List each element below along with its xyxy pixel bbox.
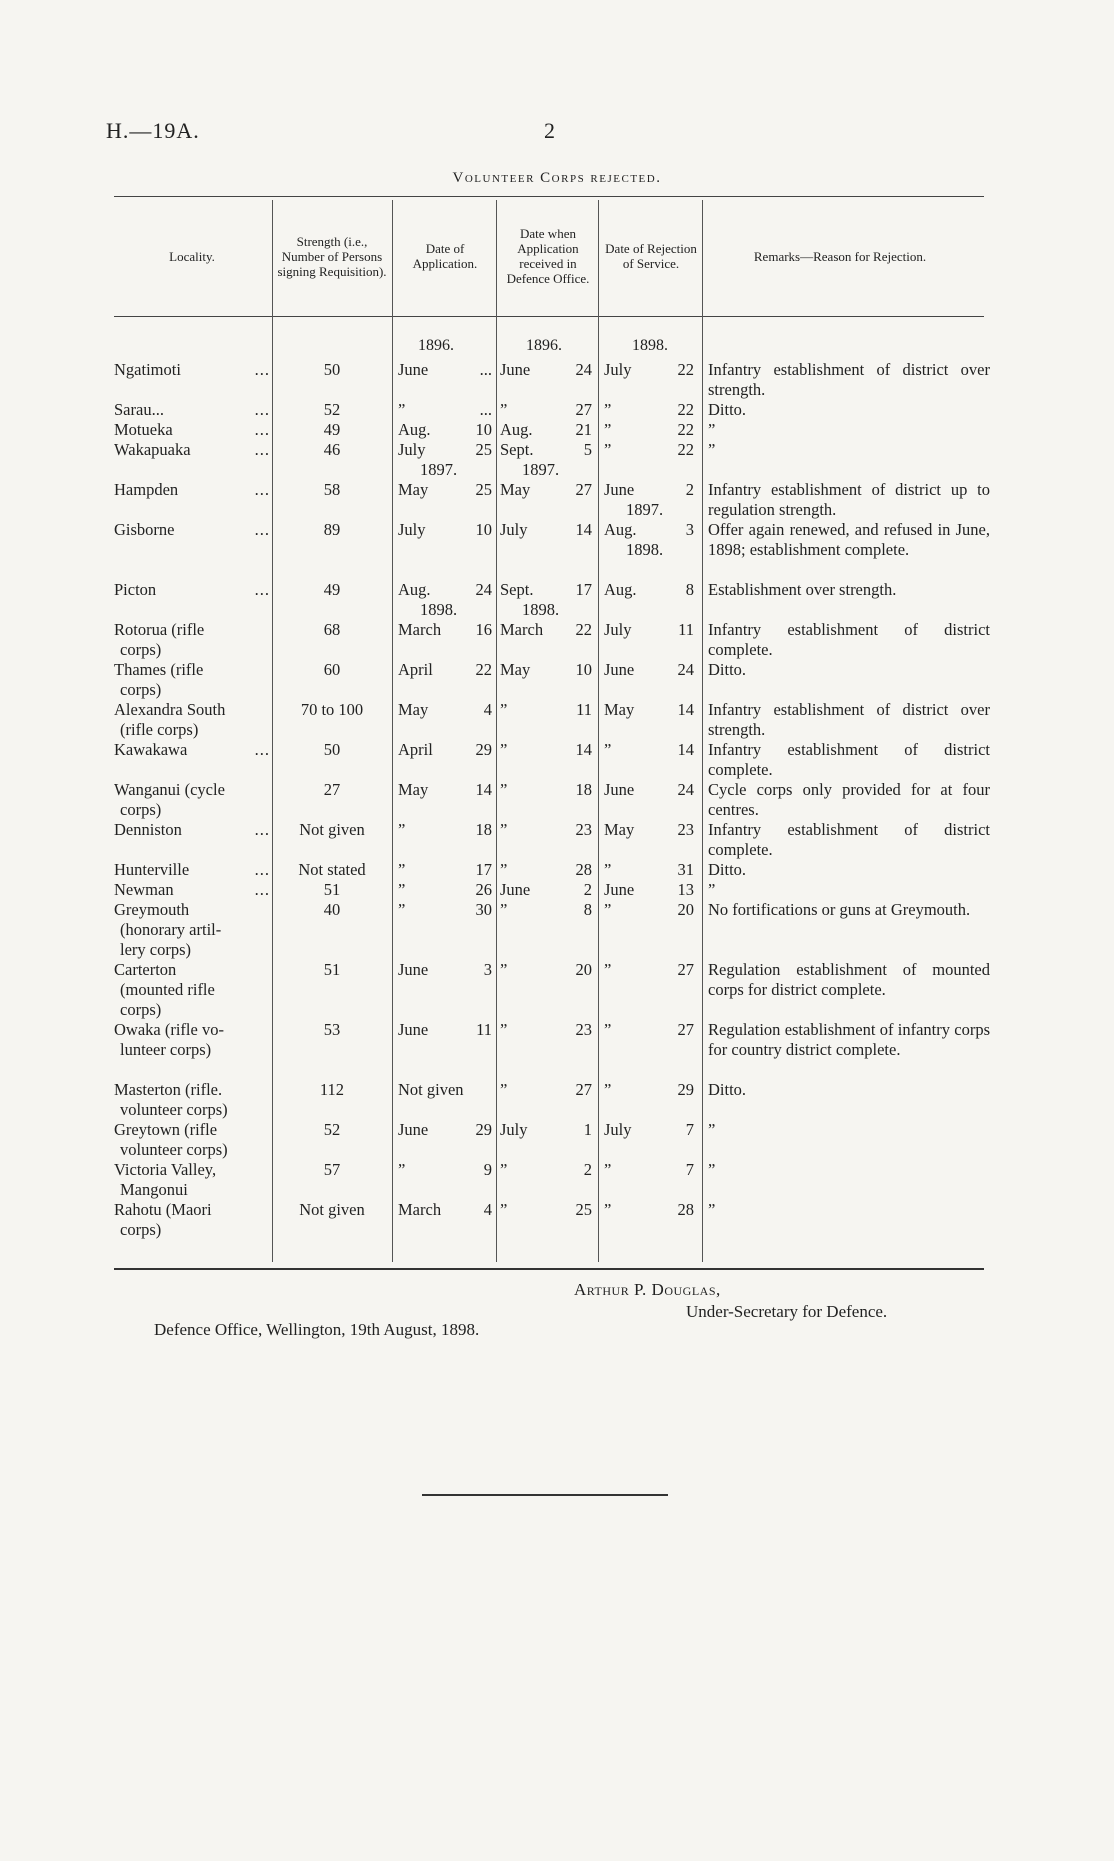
application-month: ”: [398, 880, 406, 899]
remarks-cell: Establishment over strength.: [708, 580, 897, 599]
column-divider: [702, 200, 703, 1262]
locality-line: volunteer corps): [120, 1140, 228, 1159]
remarks-cell: Cycle corps only provided for at four centres.: [708, 780, 990, 819]
strength-cell: 60: [323, 660, 341, 679]
leader-dots: ...: [254, 880, 270, 899]
locality-line: lunteer corps): [120, 1040, 212, 1059]
received-day: 11: [576, 700, 592, 719]
locality-line: Picton: [114, 580, 157, 599]
received-month: Sept.: [500, 440, 534, 459]
locality-line: corps): [120, 800, 162, 819]
locality-line: volunteer corps): [120, 1100, 228, 1119]
received-day: 5: [583, 440, 592, 459]
locality-cell: [114, 1160, 270, 1200]
column-divider: [392, 200, 393, 1262]
received-month: ”: [500, 700, 508, 719]
locality-cell: [114, 880, 270, 900]
rejection-day: 7: [685, 1120, 694, 1139]
strength-cell: Not stated: [298, 860, 366, 879]
application-month: April: [398, 660, 433, 679]
locality-cell: [114, 660, 270, 700]
strength-cell: 51: [323, 880, 341, 899]
remarks-cell: ”: [708, 1160, 716, 1179]
remarks-cell: ”: [708, 880, 716, 899]
year-label: 1896.: [526, 337, 562, 354]
received-month: Aug.: [500, 420, 533, 439]
application-day: 3: [483, 960, 492, 979]
application-day: 29: [475, 740, 492, 759]
remarks-cell: Infantry establishment of district complete.: [708, 620, 990, 659]
received-month: May: [500, 660, 531, 679]
year-label: 1897.: [522, 460, 560, 479]
application-month: July: [398, 520, 426, 539]
application-month: June: [398, 960, 429, 979]
locality-line: corps): [120, 1220, 162, 1239]
leader-dots: ...: [254, 360, 270, 379]
application-month: ”: [398, 900, 406, 919]
application-day: 9: [483, 1160, 492, 1179]
column-header-locality: Locality.: [169, 248, 215, 264]
received-day: 27: [575, 1080, 592, 1099]
rejection-day: 22: [677, 400, 694, 419]
signatory-name: Arthur P. Douglas,: [574, 1280, 721, 1299]
strength-cell: Not given: [299, 1200, 365, 1219]
rejection-day: 22: [677, 440, 694, 459]
column-header-received: Date when Application received in Defence Office.: [506, 226, 590, 286]
rejection-month: ”: [604, 740, 612, 759]
rejection-day: 14: [677, 700, 694, 719]
locality-line: Hampden: [114, 480, 179, 499]
received-month: ”: [500, 1020, 508, 1039]
received-month: ”: [500, 1200, 508, 1219]
received-day: 28: [575, 860, 592, 879]
rejection-day: 24: [677, 780, 694, 799]
locality-cell: [114, 1020, 270, 1060]
remarks-cell: ”: [708, 1200, 716, 1219]
application-day: 24: [475, 580, 492, 599]
column-divider: [496, 200, 497, 1262]
application-month: Aug.: [398, 580, 431, 599]
leader-dots: ...: [254, 820, 270, 839]
application-day: 4: [483, 700, 492, 719]
received-day: 21: [575, 420, 592, 439]
application-month: Aug.: [398, 420, 431, 439]
application-month: May: [398, 700, 429, 719]
locality-line: corps): [120, 680, 162, 699]
application-month: June: [398, 1020, 429, 1039]
rejection-month: ”: [604, 1020, 612, 1039]
locality-line: Hunterville: [114, 860, 190, 879]
rejection-day: 27: [677, 1020, 694, 1039]
strength-cell: 46: [323, 440, 341, 459]
locality-cell: [114, 440, 270, 460]
locality-line: Alexandra South: [114, 700, 226, 719]
remarks-cell: Ditto.: [708, 400, 747, 419]
rejection-day: 2: [685, 480, 694, 499]
leader-dots: ...: [254, 420, 270, 439]
place-and-date: Defence Office, Wellington, 19th August, 1898.: [154, 1320, 480, 1339]
remarks-cell: Ditto.: [708, 660, 747, 679]
locality-line: Rahotu (Maori: [114, 1200, 212, 1219]
remarks-cell: ”: [708, 420, 716, 439]
rejection-day: 3: [685, 520, 694, 539]
locality-line: corps): [120, 1000, 162, 1019]
remarks-cell: Ditto.: [708, 1080, 747, 1099]
locality-line: Denniston: [114, 820, 182, 839]
year-label: 1898.: [632, 337, 668, 354]
locality-line: Greytown (rifle: [114, 1120, 218, 1139]
strength-cell: 49: [323, 580, 341, 599]
application-day: ...: [479, 360, 492, 379]
rejection-day: 22: [677, 420, 694, 439]
rejection-month: ”: [604, 440, 612, 459]
rejection-month: June: [604, 880, 635, 899]
locality-line: Gisborne: [114, 520, 175, 539]
received-day: 24: [575, 360, 592, 379]
received-day: 25: [575, 1200, 592, 1219]
application-day: 18: [475, 820, 492, 839]
rejection-month: July: [604, 620, 632, 639]
document-reference: H.—19A.: [106, 118, 200, 143]
locality-line: Greymouth: [114, 900, 190, 919]
locality-line: (honorary artil-: [120, 920, 222, 939]
rejection-day: 28: [677, 1200, 694, 1219]
column-header-strength: Strength (i.e., Number of Persons signing Requisition).: [277, 233, 387, 279]
remarks-cell: Infantry establishment of district up to regulation strength.: [708, 480, 990, 519]
application-month: Not given: [398, 1080, 464, 1099]
rejection-month: July: [604, 360, 632, 379]
locality-cell: [114, 900, 270, 960]
rejection-month: ”: [604, 1200, 612, 1219]
locality-cell: [114, 420, 270, 440]
received-month: ”: [500, 1080, 508, 1099]
leader-dots: ...: [254, 860, 270, 879]
leader-dots: ...: [254, 740, 270, 759]
rejection-day: 29: [677, 1080, 694, 1099]
rejection-day: 13: [677, 880, 694, 899]
year-label: 1897.: [626, 500, 664, 519]
rejection-month: May: [604, 820, 635, 839]
received-month: ”: [500, 820, 508, 839]
received-month: ”: [500, 860, 508, 879]
strength-cell: 53: [323, 1020, 341, 1039]
leader-dots: ...: [254, 400, 270, 419]
locality-cell: [114, 520, 270, 540]
application-day: 11: [476, 1020, 492, 1039]
rejection-day: 23: [677, 820, 694, 839]
rejection-day: 8: [685, 580, 694, 599]
locality-line: Owaka (rifle vo-: [114, 1020, 224, 1039]
strength-cell: 50: [323, 360, 341, 379]
rejection-month: ”: [604, 860, 612, 879]
table-bottom-rule: [114, 1268, 984, 1270]
application-month: ”: [398, 860, 406, 879]
column-header-remarks: Remarks—Reason for Rejection.: [753, 248, 927, 264]
locality-cell: [114, 1080, 270, 1120]
strength-cell: 49: [323, 420, 341, 439]
locality-cell: [114, 400, 270, 420]
received-day: 1: [583, 1120, 592, 1139]
leader-dots: ...: [254, 580, 270, 599]
rejection-day: 14: [677, 740, 694, 759]
column-divider: [272, 200, 273, 1262]
remarks-cell: No fortifications or guns at Greymouth.: [708, 900, 971, 919]
application-day: 10: [475, 520, 492, 539]
locality-line: Rotorua (rifle: [114, 620, 205, 639]
locality-line: Wanganui (cycle: [114, 780, 225, 799]
locality-line: Kawakawa: [114, 740, 188, 759]
application-month: ”: [398, 1160, 406, 1179]
column-header-application: Date of Application.: [412, 241, 478, 271]
page-number: 2: [544, 118, 555, 143]
remarks-cell: ”: [708, 1120, 716, 1139]
received-month: June: [500, 880, 531, 899]
application-day: 22: [475, 660, 492, 679]
strength-cell: Not given: [299, 820, 365, 839]
locality-cell: [114, 700, 270, 740]
locality-line: Victoria Valley,: [114, 1160, 217, 1179]
received-day: 14: [575, 520, 592, 539]
received-month: ”: [500, 740, 508, 759]
received-day: 18: [575, 780, 592, 799]
locality-cell: [114, 1120, 270, 1160]
rejection-month: ”: [604, 900, 612, 919]
locality-line: (rifle corps): [120, 720, 199, 739]
received-month: ”: [500, 1160, 508, 1179]
year-label: 1898.: [420, 600, 458, 619]
rejection-day: 22: [677, 360, 694, 379]
received-day: 8: [583, 900, 592, 919]
locality-line: Carterton: [114, 960, 177, 979]
application-day: 17: [475, 860, 492, 879]
locality-cell: [114, 580, 270, 600]
application-day: 16: [475, 620, 492, 639]
strength-cell: 68: [323, 620, 341, 639]
strength-cell: 52: [323, 1120, 341, 1139]
application-day: 30: [475, 900, 492, 919]
received-month: ”: [500, 780, 508, 799]
application-month: March: [398, 620, 442, 639]
rejection-month: ”: [604, 400, 612, 419]
locality-line: Sarau...: [114, 400, 164, 419]
application-day: 29: [475, 1120, 492, 1139]
received-day: 20: [575, 960, 592, 979]
remarks-cell: Ditto.: [708, 860, 747, 879]
received-day: 10: [575, 660, 592, 679]
locality-cell: [114, 620, 270, 660]
rejection-month: June: [604, 660, 635, 679]
application-day: 14: [475, 780, 492, 799]
rejection-month: ”: [604, 420, 612, 439]
year-label: 1898.: [522, 600, 560, 619]
rejection-month: Aug.: [604, 580, 637, 599]
locality-cell: [114, 740, 270, 760]
rejection-day: 7: [685, 1160, 694, 1179]
rejection-month: June: [604, 480, 635, 499]
year-label: 1896.: [418, 337, 454, 354]
locality-line: (mounted rifle: [120, 980, 215, 999]
received-day: 27: [575, 400, 592, 419]
application-day: 26: [475, 880, 492, 899]
received-day: 14: [575, 740, 592, 759]
leader-dots: ...: [254, 520, 270, 539]
application-month: ”: [398, 820, 406, 839]
strength-cell: 52: [323, 400, 341, 419]
table-caption: Volunteer Corps rejected.: [452, 170, 662, 186]
received-month: ”: [500, 400, 508, 419]
received-month: July: [500, 520, 528, 539]
remarks-cell: Infantry establishment of district complete.: [708, 820, 990, 859]
locality-line: Mangonui: [120, 1180, 188, 1199]
remarks-cell: ”: [708, 440, 716, 459]
locality-cell: [114, 860, 270, 880]
application-month: May: [398, 480, 429, 499]
strength-cell: 50: [323, 740, 341, 759]
received-month: Sept.: [500, 580, 534, 599]
locality-line: Thames (rifle: [114, 660, 204, 679]
locality-cell: [114, 1200, 270, 1240]
signatory-title: Under-Secretary for Defence.: [686, 1302, 888, 1321]
rejection-month: ”: [604, 960, 612, 979]
received-day: 22: [575, 620, 592, 639]
locality-cell: [114, 480, 270, 500]
application-month: ”: [398, 400, 406, 419]
rejection-month: June: [604, 780, 635, 799]
locality-line: Newman: [114, 880, 174, 899]
strength-cell: 58: [323, 480, 341, 499]
strength-cell: 112: [319, 1080, 345, 1099]
end-rule: [422, 1494, 668, 1496]
received-month: ”: [500, 900, 508, 919]
received-month: March: [500, 620, 544, 639]
leader-dots: ...: [254, 480, 270, 499]
application-day: 4: [483, 1200, 492, 1219]
remarks-cell: Offer again renewed, and refused in June, 1898; establishment complete.: [708, 520, 990, 559]
table-header-rule: [114, 316, 984, 317]
remarks-cell: Regulation establishment of mounted corps for district complete.: [708, 960, 990, 999]
received-day: 17: [575, 580, 592, 599]
leader-dots: ...: [254, 440, 270, 459]
locality-line: lery corps): [120, 940, 192, 959]
application-day: 25: [475, 440, 492, 459]
locality-line: Wakapuaka: [114, 440, 191, 459]
received-day: 2: [583, 1160, 592, 1179]
column-header-rejection: Date of Rejection of Service.: [605, 241, 697, 271]
received-month: July: [500, 1120, 528, 1139]
remarks-cell: Regulation establishment of infantry corps for country district complete.: [708, 1020, 990, 1059]
strength-cell: 57: [323, 1160, 341, 1179]
remarks-cell: Infantry establishment of district over strength.: [708, 700, 990, 739]
received-day: 2: [583, 880, 592, 899]
locality-line: Masterton (rifle.: [114, 1080, 223, 1099]
rejection-month: July: [604, 1120, 632, 1139]
application-month: June: [398, 360, 429, 379]
rejection-day: 11: [678, 620, 694, 639]
rejection-month: May: [604, 700, 635, 719]
application-month: July: [398, 440, 426, 459]
application-month: April: [398, 740, 433, 759]
strength-cell: 70 to 100: [300, 700, 364, 719]
strength-cell: 51: [323, 960, 341, 979]
locality-line: Motueka: [114, 420, 173, 439]
strength-cell: 40: [323, 900, 341, 919]
rejection-day: 31: [677, 860, 694, 879]
locality-cell: [114, 960, 270, 1020]
rejection-day: 20: [677, 900, 694, 919]
application-month: March: [398, 1200, 442, 1219]
application-day: ...: [479, 400, 492, 419]
locality-cell: [114, 820, 270, 840]
rejection-month: ”: [604, 1080, 612, 1099]
locality-line: Ngatimoti: [114, 360, 181, 379]
rejection-month: ”: [604, 1160, 612, 1179]
rejection-day: 24: [677, 660, 694, 679]
remarks-cell: Infantry establishment of district complete.: [708, 740, 990, 779]
table-top-rule: [114, 196, 984, 197]
year-label: 1897.: [420, 460, 458, 479]
application-day: 25: [475, 480, 492, 499]
locality-line: corps): [120, 640, 162, 659]
application-day: 10: [475, 420, 492, 439]
remarks-cell: Infantry establishment of district over strength.: [708, 360, 990, 399]
rejection-month: Aug.: [604, 520, 637, 539]
received-month: June: [500, 360, 531, 379]
application-month: June: [398, 1120, 429, 1139]
strength-cell: 27: [323, 780, 341, 799]
strength-cell: 89: [323, 520, 341, 539]
locality-cell: [114, 780, 270, 820]
locality-cell: [114, 360, 270, 380]
received-day: 27: [575, 480, 592, 499]
received-day: 23: [575, 820, 592, 839]
rejection-day: 27: [677, 960, 694, 979]
received-day: 23: [575, 1020, 592, 1039]
application-month: May: [398, 780, 429, 799]
column-divider: [598, 200, 599, 1262]
received-month: May: [500, 480, 531, 499]
year-label: 1898.: [626, 540, 664, 559]
received-month: ”: [500, 960, 508, 979]
